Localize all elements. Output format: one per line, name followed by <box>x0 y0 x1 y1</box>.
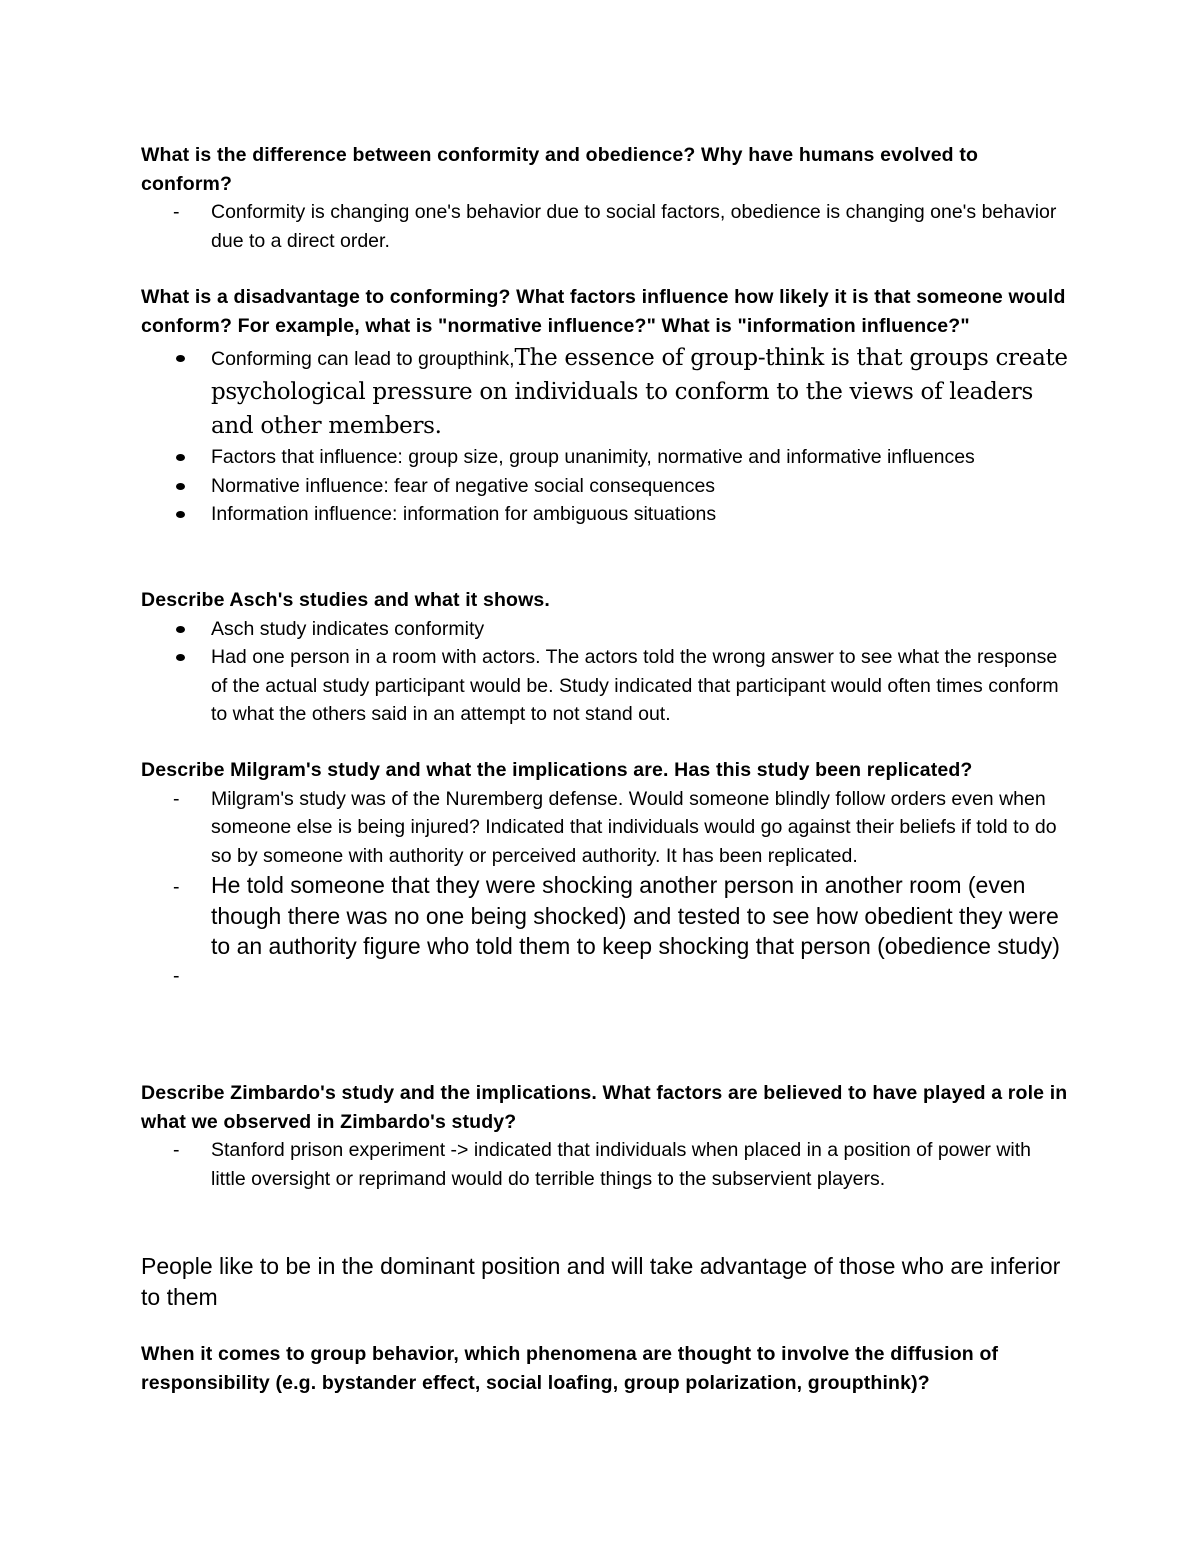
list-item-text: Information influence: information for ambiguous situations <box>211 503 717 525</box>
list-item <box>140 643 1071 729</box>
section-conformity-obedience <box>141 141 1071 255</box>
section-diffusion-responsibility <box>141 1340 1071 1397</box>
bullet-marker <box>176 626 185 633</box>
section-disadvantage-conforming <box>141 283 1071 529</box>
answer-list <box>141 198 1071 255</box>
list-item <box>140 785 1071 871</box>
list-item <box>140 472 1071 501</box>
bullet-marker <box>176 654 185 661</box>
dash-marker: - <box>173 964 180 987</box>
list-item-text: Had one person in a room with actors. The actors told the wrong answer to see what the response of the actual study participant would be. Study indicated that participant would often times conform to what the others said in an attempt to not stand out. <box>211 646 1059 725</box>
list-item-text: Stanford prison experiment -> indicated that individuals when placed in a position of power with little oversight or reprimand would do terrible things to the subservient players. <box>211 1139 1032 1190</box>
question-heading: Describe Asch's studies and what it shows. <box>141 589 550 611</box>
dash-marker: - <box>173 876 180 898</box>
bullet-marker <box>176 454 185 461</box>
list-item <box>140 500 1071 529</box>
section-milgram-study <box>141 756 1071 990</box>
list-item <box>140 198 1071 255</box>
list-item-text: He told someone that they were shocking another person in another room (even though there was no one being shocked) and tested to see how obedient they were to an authority figure who told them to keep shocking that person (obedience study) <box>211 872 1060 959</box>
bullet-marker <box>176 483 185 490</box>
section-dominant-position-note <box>141 1251 1071 1312</box>
bullet-marker <box>176 355 185 362</box>
list-item <box>140 615 1071 644</box>
list-item-text: Milgram's study was of the Nuremberg defense. Would someone blindly follow orders even when someone else is being injured? Indicated that individuals would go against their beliefs if told to do so by someone with authority or perceived authority. It has been replicated. <box>211 787 1057 867</box>
question-heading: Describe Zimbardo's study and the implications. What factors are believed to have played a role in what we observed in Zimbardo's study? <box>141 1082 1068 1133</box>
body-paragraph: People like to be in the dominant position and will take advantage of those who are inferior to them <box>141 1253 1061 1310</box>
question-heading: Describe Milgram's study and what the implications are. Has this study been replicated? <box>141 759 973 781</box>
list-item-text: Conforming can lead to groupthink, <box>211 348 515 370</box>
section-zimbardo-study <box>141 1079 1071 1193</box>
dash-marker: - <box>173 201 180 223</box>
answer-list <box>141 1136 1071 1193</box>
question-heading: What is a disadvantage to conforming? What factors influence how likely it is that someone would conform? For example, what is "normative influence?" What is "information influence?" <box>141 286 1066 337</box>
list-item <box>140 1136 1071 1193</box>
answer-list <box>141 615 1071 729</box>
list-item-text: Normative influence: fear of negative social consequences <box>211 474 716 497</box>
bullet-marker <box>176 511 185 518</box>
list-item <box>140 962 1071 991</box>
list-item <box>140 443 1071 472</box>
list-item-text: Factors that influence: group size, group unanimity, normative and informative influences <box>211 446 975 468</box>
list-item <box>140 341 1071 443</box>
question-heading: What is the difference between conformity and obedience? Why have humans evolved to conform? <box>141 144 979 195</box>
section-asch-studies <box>141 586 1071 729</box>
answer-list <box>141 785 1071 991</box>
quoted-text: The essence of group-think is that groups create psychological pressure on individuals to conform to the views of leaders and other members. <box>211 345 1068 439</box>
dash-marker: - <box>173 787 180 810</box>
list-item-text: Asch study indicates conformity <box>211 617 485 640</box>
question-heading: When it comes to group behavior, which phenomena are thought to involve the diffusion of responsibility (e.g. bystander effect, social loafing, group polarization, groupthink)? <box>141 1343 999 1394</box>
list-item-text: Conformity is changing one's behavior due to social factors, obedience is changing one's behavior due to a direct order. <box>211 201 1057 252</box>
answer-list <box>141 341 1071 529</box>
list-item <box>140 870 1071 962</box>
dash-marker: - <box>173 1139 180 1161</box>
